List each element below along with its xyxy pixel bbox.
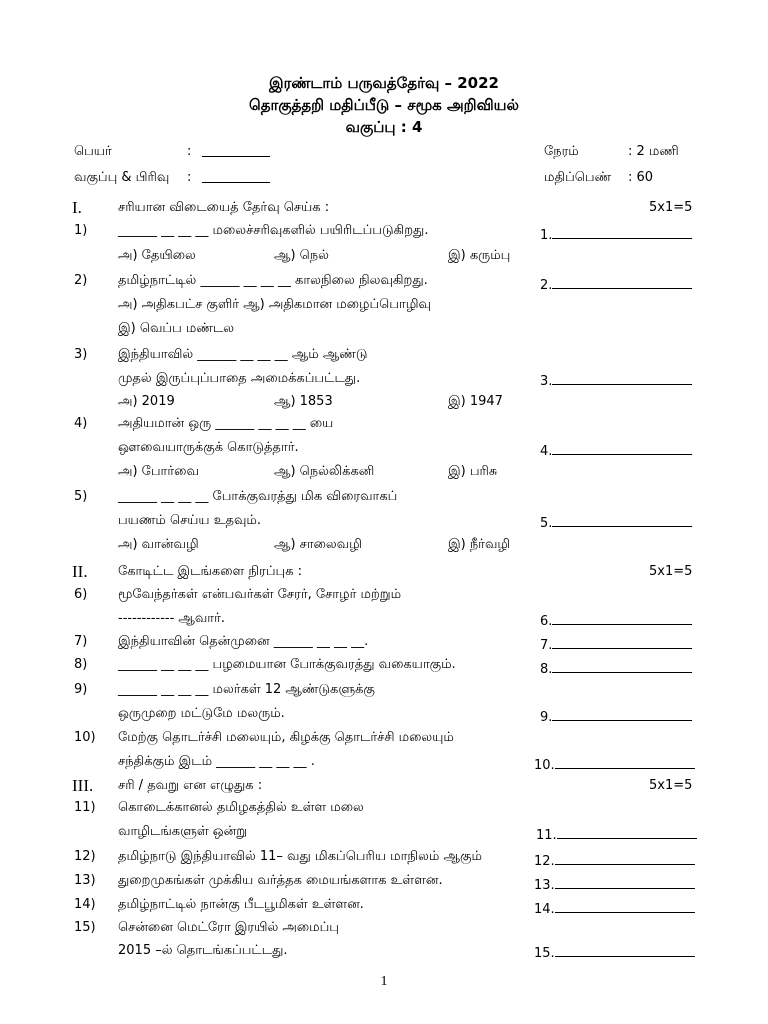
option-c: இ) பரிசு <box>448 464 498 479</box>
section-1-number: I. <box>72 198 82 217</box>
question-text: ______ __ __ __ மலர்கள் 12 ஆண்டுகளுக்கு <box>118 682 375 697</box>
question-number: 14) <box>74 897 96 912</box>
section-3-number: III. <box>72 776 94 795</box>
section-3-marks: 5x1=5 <box>649 778 693 793</box>
question-number: 2) <box>74 273 88 288</box>
option-a: அ) 2019 <box>118 394 175 409</box>
answer-line: 6. <box>540 612 692 630</box>
question-text: துறைமுகங்கள் முக்கிய வர்த்தக மையங்களாக உள்ளன. <box>118 873 443 888</box>
option-c: இ) 1947 <box>448 394 503 409</box>
answer-line: 14. <box>534 900 695 918</box>
question-text: தமிழ்நாட்டில் நான்கு பீடபூமிகள் உள்ளன. <box>118 897 364 912</box>
answer-line: 7. <box>540 636 692 654</box>
answer-line: 9. <box>540 708 692 726</box>
answer-line: 3. <box>540 372 692 390</box>
option-a: அ) போர்வை <box>118 464 199 479</box>
question-text: இந்தியாவில் ______ __ __ __ ஆம் ஆண்டு <box>118 347 368 362</box>
option-b: ஆ) 1853 <box>274 394 333 409</box>
question-number: 10) <box>74 730 96 745</box>
question-number: 9) <box>74 682 88 697</box>
question-number: 15) <box>74 920 96 935</box>
option-a: அ) வான்வழி <box>118 537 199 552</box>
name-blank <box>202 144 270 162</box>
question-text: கொடைக்கானல் தமிழகத்தில் உள்ள மலை <box>118 800 364 815</box>
class-blank <box>202 170 270 188</box>
question-options-line: அ) அதிகபட்ச குளிர் ஆ) அதிகமான மழைப்பொழிவு <box>118 297 431 312</box>
option-b: ஆ) நெல்லிக்கனி <box>274 464 375 479</box>
question-text: மேற்கு தொடர்ச்சி மலையும், கிழக்கு தொடர்ச்சி மலையும் <box>118 730 454 745</box>
option-a: அ) தேயிலை <box>118 248 196 263</box>
answer-line: 4. <box>540 442 692 460</box>
name-colon: : <box>187 144 192 159</box>
option-c: இ) கரும்பு <box>448 248 511 263</box>
question-number: 5) <box>74 489 88 504</box>
name-label: பெயர் <box>74 144 112 159</box>
question-text: முதல் இருப்புப்பாதை அமைக்கப்பட்டது. <box>118 371 361 386</box>
answer-line: 5. <box>540 514 692 532</box>
answer-line: 10. <box>534 756 695 774</box>
option-b: ஆ) நெல் <box>274 248 329 263</box>
question-text: பயணம் செய்ய உதவும். <box>118 513 261 528</box>
exam-title: இரண்டாம் பருவத்தேர்வு – 2022 <box>269 74 499 92</box>
section-1-title: சரியான விடையைத் தேர்வு செய்க : <box>118 200 330 215</box>
section-2-title: கோடிட்ட இடங்களை நிரப்புக : <box>118 564 303 579</box>
question-number: 3) <box>74 347 88 362</box>
section-2-number: II. <box>72 562 88 581</box>
marks-label: மதிப்பெண் <box>544 170 612 185</box>
marks-value: : 60 <box>628 170 654 185</box>
answer-line: 15. <box>534 944 695 962</box>
question-text: ______ __ __ __ மலைச்சரிவுகளில் பயிரிடப்படுகிறது. <box>118 223 429 238</box>
question-number: 4) <box>74 416 88 431</box>
question-text: ______ __ __ __ போக்குவரத்து மிக விரைவாகப் <box>118 489 398 504</box>
answer-line: 11. <box>536 826 697 844</box>
class-title: வகுப்பு : 4 <box>345 118 423 136</box>
question-text: அதியமான் ஒரு ______ __ __ __ யை <box>118 416 334 431</box>
question-text: சந்திக்கும் இடம் ______ __ __ __ . <box>118 754 315 769</box>
question-number: 13) <box>74 873 96 888</box>
class-section-label: வகுப்பு & பிரிவு <box>74 170 170 185</box>
section-3-title: சரி / தவறு என எழுதுக : <box>118 778 263 793</box>
option-c: இ) நீர்வழி <box>448 537 511 552</box>
answer-line: 2. <box>540 276 692 294</box>
question-text: தமிழ்நாட்டில் ______ __ __ __ காலநிலை நிலவுகிறது. <box>118 273 428 288</box>
question-options-line: இ) வெப்ப மண்டல <box>118 321 235 336</box>
question-text: ஒருமுறை மட்டுமே மலரும். <box>118 706 285 721</box>
time-value: : 2 மணி <box>628 144 679 159</box>
question-text: மூவேந்தர்கள் என்பவர்கள் சேரர், சோழர் மற்றும் <box>118 587 402 602</box>
time-label: நேரம் <box>544 144 579 159</box>
option-b: ஆ) சாலைவழி <box>274 537 362 552</box>
question-text: தமிழ்நாடு இந்தியாவில் 11– வது மிகப்பெரிய மாநிலம் ஆகும் <box>118 849 482 864</box>
question-number: 6) <box>74 587 88 602</box>
question-number: 1) <box>74 223 88 238</box>
answer-line: 13. <box>534 876 695 894</box>
answer-line: 12. <box>534 852 695 870</box>
question-text: ஔவையாருக்குக் கொடுத்தார். <box>118 440 299 455</box>
class-colon: : <box>187 170 192 185</box>
question-text: 2015 –ல் தொடங்கப்பட்டது. <box>118 943 288 958</box>
question-text: ------------ ஆவார். <box>118 611 226 626</box>
question-number: 12) <box>74 849 96 864</box>
question-number: 11) <box>74 800 96 815</box>
question-text: இந்தியாவின் தென்முனை ______ __ __ __. <box>118 634 369 649</box>
page-number: 1 <box>380 974 388 989</box>
section-2-marks: 5x1=5 <box>649 564 693 579</box>
exam-subtitle: தொகுத்தறி மதிப்பீடு – சமூக அறிவியல் <box>249 96 519 114</box>
question-number: 8) <box>74 657 88 672</box>
answer-line: 1. <box>540 226 692 244</box>
question-number: 7) <box>74 634 88 649</box>
answer-line: 8. <box>540 660 692 678</box>
question-text: ______ __ __ __ பழமையான போக்குவரத்து வகையாகும். <box>118 657 456 672</box>
section-1-marks: 5x1=5 <box>649 200 693 215</box>
question-text: சென்னை மெட்ரோ இரயில் அமைப்பு <box>118 920 339 935</box>
question-text: வாழிடங்களுள் ஒன்று <box>118 824 248 839</box>
